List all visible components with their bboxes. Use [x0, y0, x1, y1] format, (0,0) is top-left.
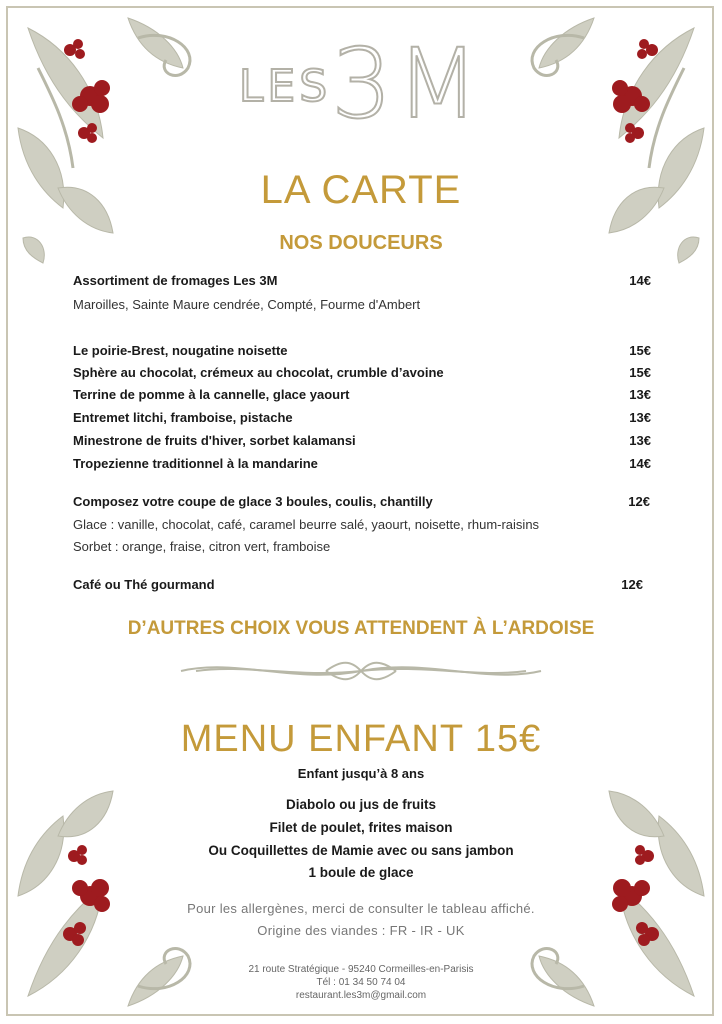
- menu-item-name: Sphère au chocolat, crémeux au chocolat, crumble d’avoine: [73, 365, 444, 380]
- menu-item-name: Composez votre coupe de glace 3 boules, coulis, chantilly: [73, 494, 433, 509]
- footer-address: 21 route Stratégique - 95240 Cormeilles-en-Parisis: [248, 964, 474, 975]
- section-title-douceurs: NOS DOUCEURS: [279, 232, 443, 254]
- menu-item: [73, 342, 651, 360]
- menu-item-price: 13€: [629, 410, 651, 425]
- menu-item-name: Café ou Thé gourmand: [73, 577, 215, 592]
- menu-item: [73, 493, 650, 511]
- menu-item: [73, 386, 651, 404]
- logo-3m: 3M: [331, 28, 484, 140]
- menu-item-description: Maroilles, Sainte Maure cendrée, Compté, Fourme d'Ambert: [73, 297, 421, 312]
- menu-item-description: Sorbet : orange, fraise, citron vert, framboise: [73, 539, 331, 554]
- menu-item: [73, 409, 651, 427]
- flourish-divider-icon: [176, 656, 546, 686]
- menu-item: [73, 272, 651, 290]
- menu-enfant-title: MENU ENFANT 15€: [180, 718, 542, 760]
- restaurant-logo: [0, 28, 722, 140]
- logo-les: LES: [238, 61, 332, 112]
- menu-item-name: Assortiment de fromages Les 3M: [73, 273, 278, 288]
- meat-origin-note: Origine des viandes : FR - IR - UK: [257, 923, 465, 938]
- menu-item: [73, 576, 643, 594]
- menu-item-price: 13€: [629, 433, 651, 448]
- menu-item: [73, 455, 651, 473]
- menu-item-price: 12€: [621, 577, 643, 592]
- menu-item-name: Terrine de pomme à la cannelle, glace yaourt: [73, 387, 350, 402]
- footer-phone: Tél : 01 34 50 74 04: [316, 977, 406, 988]
- menu-item: [73, 432, 651, 450]
- menu-item-price: 14€: [629, 273, 651, 288]
- menu-item-price: 13€: [629, 387, 651, 402]
- menu-item-name: Entremet litchi, framboise, pistache: [73, 410, 293, 425]
- menu-item-price: 15€: [629, 343, 651, 358]
- menu-item-name: Tropezienne traditionnel à la mandarine: [73, 456, 318, 471]
- page-title: LA CARTE: [260, 168, 462, 212]
- menu-item-name: Le poirie-Brest, nougatine noisette: [73, 343, 288, 358]
- menu-item: [73, 364, 651, 382]
- menu-item-price: 14€: [629, 456, 651, 471]
- menu-enfant-line: Diabolo ou jus de fruits: [285, 797, 436, 812]
- footer-email: restaurant.les3m@gmail.com: [295, 990, 427, 1001]
- menu-item-name: Minestrone de fruits d'hiver, sorbet kalamansi: [73, 433, 356, 448]
- menu-item-price: 12€: [628, 494, 650, 509]
- menu-enfant-subtitle: Enfant jusqu’à 8 ans: [297, 766, 425, 781]
- menu-item-description: Glace : vanille, chocolat, café, caramel beurre salé, yaourt, noisette, rhum-raisins: [73, 517, 540, 532]
- menu-enfant-line: Filet de poulet, frites maison: [269, 820, 453, 835]
- menu-enfant-line: Ou Coquillettes de Mamie avec ou sans jambon: [208, 843, 514, 858]
- menu-item-price: 15€: [629, 365, 651, 380]
- menu-enfant-line: 1 boule de glace: [308, 865, 414, 880]
- allergen-note: Pour les allergènes, merci de consulter le tableau affiché.: [187, 901, 535, 916]
- ardoise-note: D’AUTRES CHOIX VOUS ATTENDENT À L’ARDOISE: [127, 618, 595, 639]
